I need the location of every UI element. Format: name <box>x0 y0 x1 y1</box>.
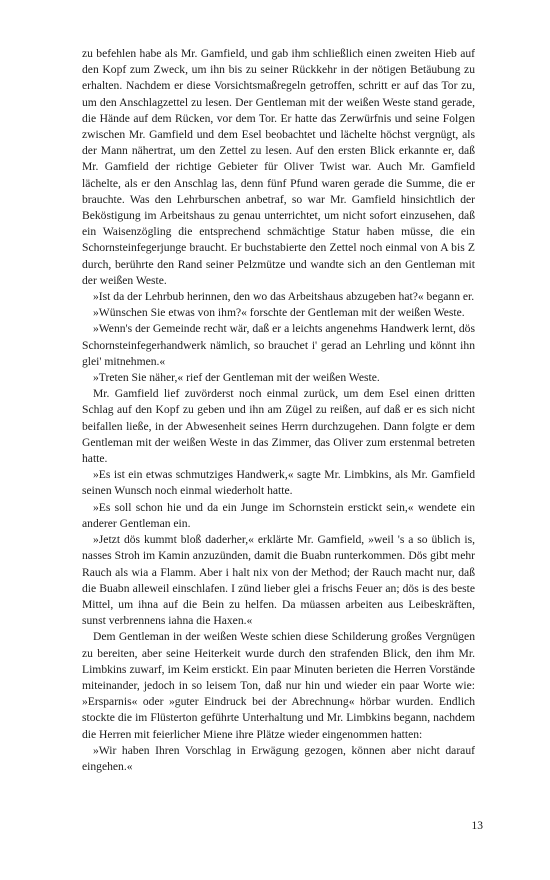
page-number: 13 <box>471 820 483 832</box>
paragraph: »Ist da der Lehrbub herinnen, den wo das Arbeitshaus abzugeben hat?« begann er. <box>93 290 475 304</box>
paragraph: »Treten Sie näher,« rief der Gentleman mit der weißen Weste. <box>93 371 380 385</box>
body-text <box>82 46 475 775</box>
paragraph: »Wenn's der Gemeinde recht wär, daß er a leichts angenehms Handwerk lernt, dös Schornsteinfegerhandwerk nämlich, so brauchet i' gerad an Lehrling und könnt ihn glei' mitnehmen.« <box>82 322 475 368</box>
paragraph: zu befehlen habe als Mr. Gamfield, und gab ihm schließlich einen zweiten Hieb auf den Kopf zum Zweck, um ihn bis zu seiner Rückkehr in der nötigen Betäubung zu erhalten. Nachdem er diese Vorsichtsmaßregeln getroffen, schritt er auf das Tor zu, um den Anschlagzettel zu lesen. Der Gentleman mit der weißen Weste stand gerade, die Hände auf dem Rücken, vor dem Tor. Er hatte das Zerwürfnis und seine Folgen zwischen Mr. Gamfield und dem Esel beobachtet und lächelte höchst vergnügt, als der Mann nähertrat, um den Zettel zu lesen. Auf den ersten Blick erkannte er, daß Mr. Gamfield der richtige Gebieter für Oliver Twist war. Auch Mr. Gamfield lächelte, als er den Anschlag las, denn fünf Pfund waren gerade die Summe, die er brauchte. Was den Lehrburschen anbetraf, so war Mr. Gamfield hinsichtlich der Beköstigung im Arbeitshaus zu genau unterrichtet, um nicht sofort einzusehen, daß ein Waisenzögling die entsprechend schmächtige Statur haben müsse, die ein Schornsteinfegerjunge braucht. Er buchstabierte den Zettel noch einmal von A bis Z durch, berührte den Rand seiner Pelzmütze und wandte sich an den Gentleman mit der weißen Weste. <box>82 47 475 287</box>
paragraph: Dem Gentleman in der weißen Weste schien diese Schilderung großes Vergnügen zu bereiten, aber seine Heiterkeit wurde durch den strafenden Blick, den ihm Mr. Limbkins zuwarf, im Keim erstickt. Ein paar Minuten berieten die Herren Vorstände miteinander, jedoch in so leisem Ton, daß nur hin und wieder ein paar Worte wie: »Ersparnis« oder »guter Eindruck bei der Abrechnung« hörbar wurden. Endlich stockte die im Flüsterton geführte Unterhaltung und Mr. Limbkins begann, nachdem die Herren mit feierlicher Miene ihre Plätze wieder eingenommen hatten: <box>82 630 475 741</box>
paragraph: »Jetzt dös kummt bloß daderher,« erklärte Mr. Gamfield, »weil 's a so üblich is, nasses Stroh im Kamin anzuzünden, damit die Buabn runterkommen. Dös gibt mehr Rauch als wia a Flamm. Aber i halt nix von der Method; der Rauch macht nur, daß die Buabn alleweil einschlafen. I zünd lieber glei a frischs Feuer an; dös is des beste Mittel, um ihna auf die Bein zu helfen. Da müassen arbeiten aus Leibeskräften, sunst verbrennens iahna die Haxen.« <box>82 533 475 628</box>
paragraph: »Es ist ein etwas schmutziges Handwerk,« sagte Mr. Limbkins, als Mr. Gamfield seinen Wunsch noch einmal wiederholt hatte. <box>82 468 475 498</box>
paragraph: Mr. Gamfield lief zuvörderst noch einmal zurück, um dem Esel einen dritten Schlag auf den Kopf zu geben und ihn am Zügel zu reißen, auf daß er es sich nicht beifallen ließe, in der Abwesenheit seines Herrn durchzugehen. Dann folgte er dem Gentleman mit der weißen Weste in das Zimmer, das Oliver zum erstenmal betreten hatte. <box>82 387 475 466</box>
paragraph: »Wünschen Sie etwas von ihm?« forschte der Gentleman mit der weißen Weste. <box>93 306 465 320</box>
paragraph: »Es soll schon hie und da ein Junge im Schornstein erstickt sein,« wendete ein anderer Gentleman ein. <box>82 500 475 530</box>
paragraph: »Wir haben Ihren Vorschlag in Erwägung gezogen, können aber nicht darauf eingehen.« <box>82 743 475 773</box>
